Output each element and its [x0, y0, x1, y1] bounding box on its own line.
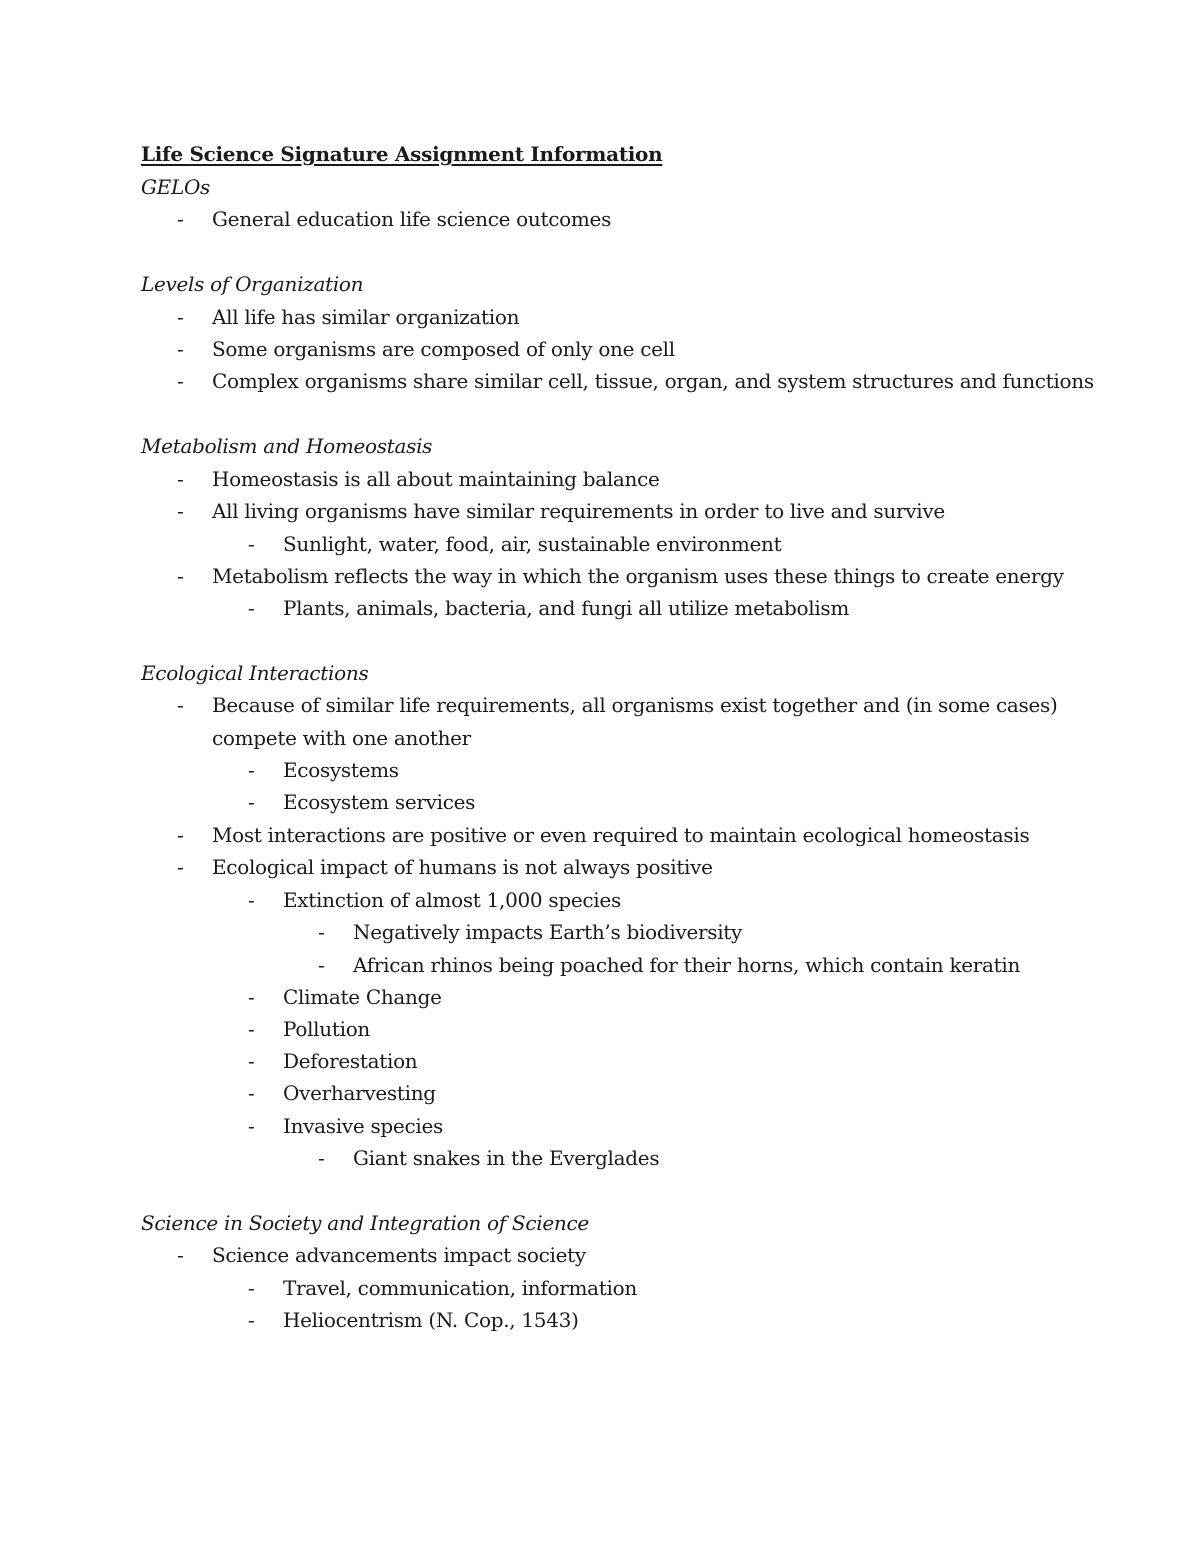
list-item-text: All living organisms have similar requirements in order to live and survive: [212, 499, 945, 523]
list-item-text: Negatively impacts Earth’s biodiversity: [353, 920, 743, 944]
bullet-dash: -: [248, 596, 255, 620]
list-item-text: Ecosystems: [283, 758, 399, 782]
bullet-dash: -: [318, 920, 325, 944]
bullet-dash: -: [248, 532, 255, 556]
list-item-text: Deforestation: [283, 1049, 418, 1073]
bullet-dash: -: [177, 564, 184, 588]
section-heading-metabolism-and-homeostasis: Metabolism and Homeostasis: [141, 434, 433, 458]
list-item-text: General education life science outcomes: [212, 207, 612, 231]
section-heading-levels-of-organization: Levels of Organization: [141, 272, 364, 296]
bullet-dash: -: [318, 1146, 325, 1170]
list-item-text: Giant snakes in the Everglades: [353, 1146, 660, 1170]
list-item-text: Because of similar life requirements, all organisms exist together and (in some cases): [212, 693, 1058, 717]
bullet-dash: -: [248, 790, 255, 814]
list-item-text: Travel, communication, information: [283, 1276, 637, 1300]
list-item-text: Climate Change: [283, 985, 442, 1009]
list-item-text: Some organisms are composed of only one cell: [212, 337, 675, 361]
bullet-dash: -: [177, 207, 184, 231]
bullet-dash: -: [248, 1081, 255, 1105]
list-item-continuation: compete with one another: [212, 726, 471, 750]
bullet-dash: -: [177, 855, 184, 879]
section-heading-gelos: GELOs: [141, 175, 211, 199]
bullet-dash: -: [177, 823, 184, 847]
list-item-text: Complex organisms share similar cell, tissue, organ, and system structures and functions: [212, 369, 1094, 393]
section-heading-science-in-society: Science in Society and Integration of Science: [141, 1211, 589, 1235]
document-title: Life Science Signature Assignment Information: [141, 142, 663, 166]
bullet-dash: -: [248, 758, 255, 782]
bullet-dash: -: [177, 369, 184, 393]
list-item-text: Sunlight, water, food, air, sustainable environment: [283, 532, 782, 556]
bullet-dash: -: [248, 1276, 255, 1300]
list-item-text: African rhinos being poached for their horns, which contain keratin: [353, 953, 1021, 977]
list-item-text: Invasive species: [283, 1114, 443, 1138]
list-item-text: Plants, animals, bacteria, and fungi all utilize metabolism: [283, 596, 850, 620]
bullet-dash: -: [248, 1308, 255, 1332]
list-item-text: Metabolism reflects the way in which the organism uses these things to create energy: [212, 564, 1064, 588]
list-item-text: Most interactions are positive or even required to maintain ecological homeostasis: [212, 823, 1030, 847]
list-item-text: Homeostasis is all about maintaining balance: [212, 467, 660, 491]
bullet-dash: -: [177, 305, 184, 329]
bullet-dash: -: [248, 985, 255, 1009]
list-item-text: Ecosystem services: [283, 790, 476, 814]
bullet-dash: -: [248, 888, 255, 912]
list-item-text: Science advancements impact society: [212, 1243, 586, 1267]
bullet-dash: -: [177, 337, 184, 361]
section-heading-ecological-interactions: Ecological Interactions: [141, 661, 369, 685]
list-item-text: Extinction of almost 1,000 species: [283, 888, 621, 912]
bullet-dash: -: [248, 1049, 255, 1073]
bullet-dash: -: [177, 499, 184, 523]
list-item-text: Heliocentrism (N. Cop., 1543): [283, 1308, 579, 1332]
list-item-text: Ecological impact of humans is not always positive: [212, 855, 713, 879]
bullet-dash: -: [318, 953, 325, 977]
list-item-text: Pollution: [283, 1017, 371, 1041]
bullet-dash: -: [248, 1114, 255, 1138]
bullet-dash: -: [177, 1243, 184, 1267]
list-item-text: All life has similar organization: [212, 305, 520, 329]
bullet-dash: -: [248, 1017, 255, 1041]
bullet-dash: -: [177, 693, 184, 717]
list-item-text: Overharvesting: [283, 1081, 436, 1105]
bullet-dash: -: [177, 467, 184, 491]
